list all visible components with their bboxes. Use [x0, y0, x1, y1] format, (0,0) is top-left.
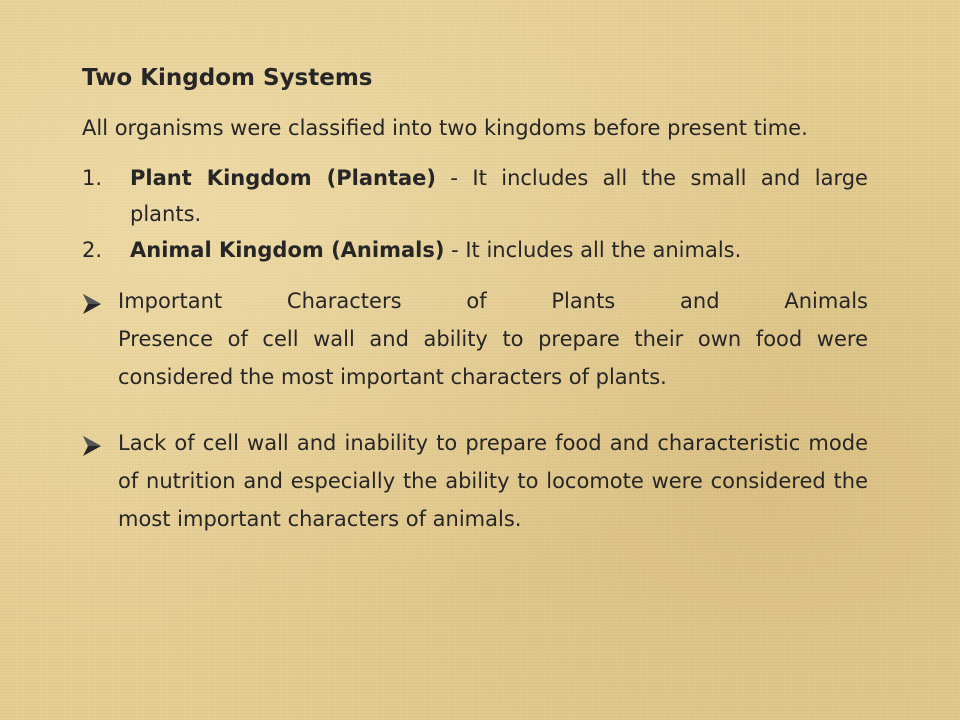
list-number: 2.: [82, 238, 103, 262]
bullet-plant-characters: [82, 282, 868, 396]
bullet-animal-characters: [82, 424, 868, 538]
list-item-plant-kingdom: [82, 160, 868, 232]
bullet-heading: Important Characters of Plants and Animals: [118, 289, 868, 313]
bullet-text: Presence of cell wall and ability to prepare their own food were considered the most important characters of plants.: [118, 327, 868, 389]
kingdom-list: [82, 160, 868, 268]
slide-content: [82, 58, 868, 566]
slide-title: Two Kingdom Systems: [82, 65, 373, 91]
arrow-bullet-icon: [82, 289, 102, 327]
kingdom-description: - It includes all the small and large plants.: [130, 166, 868, 226]
intro-paragraph: All organisms were classified into two kingdoms before present time.: [82, 116, 808, 140]
arrow-bullet-icon: [82, 431, 102, 469]
list-item-animal-kingdom: [82, 232, 868, 268]
kingdom-name: Plant Kingdom (Plantae): [130, 166, 436, 190]
kingdom-name: Animal Kingdom (Animals): [130, 238, 445, 262]
bullet-text: Lack of cell wall and inability to prepare food and characteristic mode of nutrition and especially the ability to locomote were considered the most important characters of animals.: [118, 431, 868, 531]
kingdom-description: - It includes all the animals.: [444, 238, 742, 262]
list-number: 1.: [82, 166, 103, 190]
